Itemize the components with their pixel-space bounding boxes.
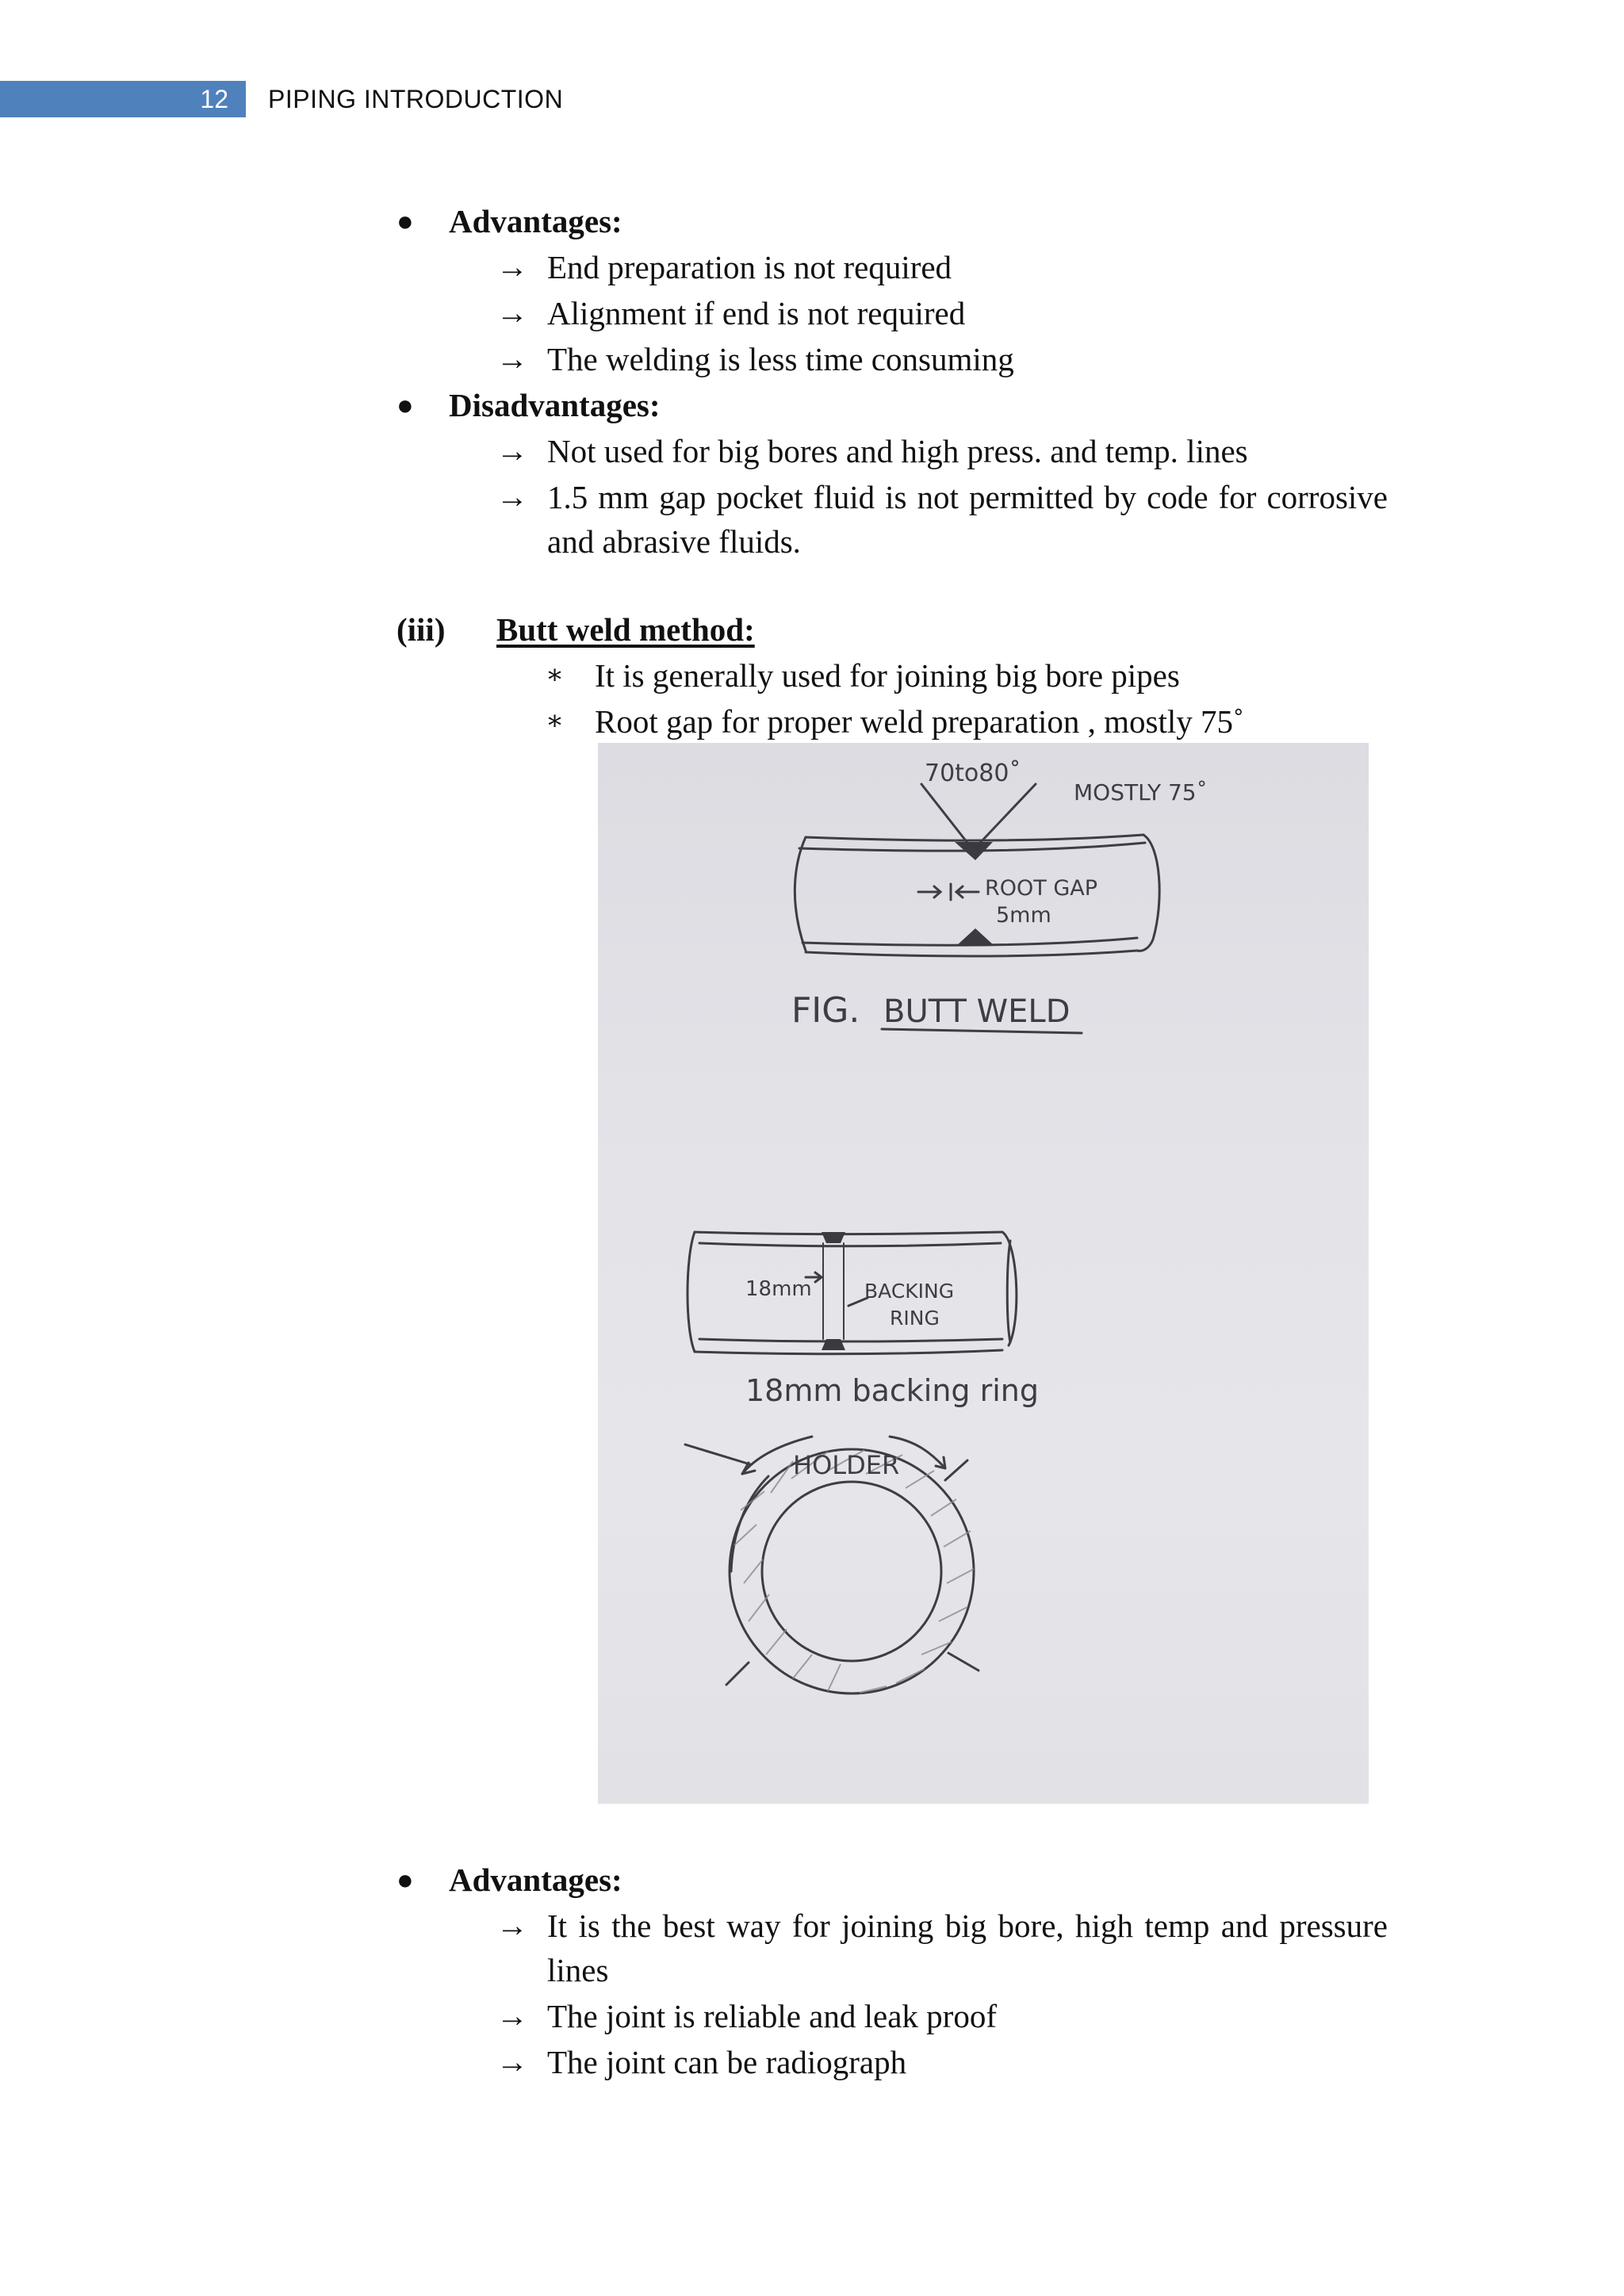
page-number: 12 [200,85,228,113]
ring-caption: 18mm backing ring [745,1373,1039,1408]
arrow-icon: → [496,295,528,331]
holder-outer-circle [730,1449,974,1693]
advantages-heading: Advantages: [449,1862,622,1898]
advantage-item: It is the best way for joining big bore, high temp and pressure [547,1908,1388,1944]
disadvantage-item-continued: and abrasive fluids. [547,523,801,560]
bevel-angle-line [980,784,1036,843]
point-item: Root gap for proper weld preparation , mostly 75˚ [595,703,1244,740]
holder-label: HOLDER [793,1450,900,1480]
fig-caption: BUTT WELD [883,993,1071,1030]
disadvantage-item: 1.5 mm gap pocket fluid is not permitted by code for corrosive [547,479,1388,515]
advantage-item: The welding is less time consuming [547,341,1014,377]
bullet-icon: ● [396,1864,414,1896]
disadvantages-heading: Disadvantages: [449,387,661,423]
disadvantage-item: Not used for big bores and high press. and temp. lines [547,433,1248,469]
angle-label: 70to80˚ [925,760,1021,787]
backing-label: BACKING [864,1280,955,1303]
root-gap-value: 5mm [996,903,1051,928]
advantages-heading: Advantages: [449,203,622,239]
arrow-icon: → [496,1998,528,2034]
arrow-icon: → [496,479,528,515]
advantage-item-continued: lines [547,1952,609,1988]
section-heading: Butt weld method: [496,611,755,648]
backing-label-ring: RING [890,1307,940,1330]
asterisk-icon: ∗ [546,660,565,690]
running-header-title: PIPING INTRODUCTION [268,85,564,113]
arrow-icon: → [496,341,528,377]
ring-dimension-label: 18mm [745,1277,812,1301]
section-number: (iii) [396,611,446,648]
fig-caption-prefix: FIG. [791,990,860,1031]
butt-weld-figure [598,743,1369,1804]
arrow-icon: → [496,249,528,285]
arrow-icon: → [496,1908,528,1943]
bevel-angle-line [921,784,967,843]
advantage-item: The joint can be radiograph [547,2044,907,2080]
pipe-bottom-edge [806,951,1137,956]
holder-inner-circle [762,1482,941,1661]
advantage-item: The joint is reliable and leak proof [547,1998,997,2034]
bullet-icon: ● [396,205,414,237]
mostly-label: MOSTLY 75˚ [1074,779,1208,806]
pipe-right-end [1137,835,1159,951]
weld-bead-bottom [956,928,994,946]
advantage-item: End preparation is not required [547,249,952,285]
pipe-top-edge [806,835,1143,840]
butt-weld-sketch [598,743,1369,1804]
backing-weld-top [822,1232,845,1243]
pipe-left-end [795,837,806,951]
asterisk-icon: ∗ [546,706,565,736]
bullet-icon: ● [396,389,414,421]
point-item: It is generally used for joining big bore pipes [595,657,1180,694]
root-gap-label: ROOT GAP [985,876,1098,901]
arrow-icon: → [496,2044,528,2080]
arrow-icon: → [496,433,528,469]
advantage-item: Alignment if end is not required [547,295,966,331]
